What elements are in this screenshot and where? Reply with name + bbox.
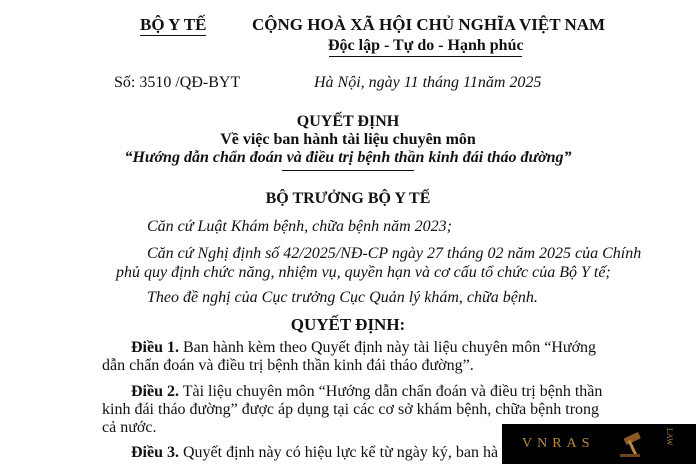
article-2-continued: kinh đái tháo đường” được áp dụng tại các cơ sở khám bệnh, chữa bệnh trong	[102, 401, 600, 418]
article-1-continued: dẫn chẩn đoán và điều trị bệnh thần kinh đái tháo đường”.	[102, 357, 474, 374]
legal-basis-2-continued: phủ quy định chức năng, nhiệm vụ, quyền hạn và cơ cấu tổ chức của Bộ Y tế;	[116, 264, 611, 281]
article-2-text: Tài liệu chuyên môn “Hướng dẫn chẩn đoán và điều trị bệnh thần	[179, 383, 603, 400]
motto-underline	[329, 56, 522, 57]
article-3	[131, 444, 498, 462]
decision-document-name: “Hướng dẫn chẩn đoán và điều trị bệnh thần kinh đái tháo đường”	[124, 149, 572, 166]
legal-basis-3: Theo đề nghị của Cục trưởng Cục Quản lý khám, chữa bệnh.	[147, 289, 538, 306]
issuing-ministry: BỘ Y TẾ	[140, 15, 207, 34]
legal-basis-1: Căn cứ Luật Khám bệnh, chữa bệnh năm 2023;	[147, 218, 452, 235]
gavel-icon	[618, 432, 652, 458]
decision-subtitle: Về việc ban hành tài liệu chuyên môn	[220, 131, 476, 148]
article-1	[131, 339, 596, 357]
article-3-text: Quyết định này có hiệu lực kể từ ngày ký, ban hà	[179, 444, 499, 461]
article-3-label: Điều 3.	[131, 444, 179, 461]
national-motto: Độc lập - Tự do - Hạnh phúc	[328, 37, 524, 54]
article-2-continued-2: cả nước.	[102, 419, 157, 436]
article-1-text: Ban hành kèm theo Quyết định này tài liệu chuyên môn “Hướng	[179, 339, 597, 356]
watermark-text: VNRAS	[522, 436, 595, 451]
legal-basis-2: Căn cứ Nghị định số 42/2025/NĐ-CP ngày 27 tháng 02 năm 2025 của Chính	[147, 245, 642, 262]
subtitle-underline	[282, 170, 414, 171]
article-1-label: Điều 1.	[131, 339, 179, 356]
article-2-label: Điều 2.	[131, 383, 179, 400]
issuing-authority: BỘ TRƯỞNG BỘ Y TẾ	[265, 190, 431, 207]
decision-title: QUYẾT ĐỊNH	[296, 113, 400, 130]
place-and-date: Hà Nội, ngày 11 tháng 11năm 2025	[314, 74, 542, 91]
national-title: CỘNG HOÀ XÃ HỘI CHỦ NGHĨA VIỆT NAM	[252, 15, 606, 34]
ministry-underline	[140, 35, 206, 36]
watermark-logo	[502, 424, 696, 464]
watermark-side-text: LAW	[665, 428, 674, 446]
decides-heading: QUYẾT ĐỊNH:	[290, 315, 406, 334]
document-number: Số: 3510 /QĐ-BYT	[114, 74, 241, 91]
article-2	[131, 383, 602, 401]
